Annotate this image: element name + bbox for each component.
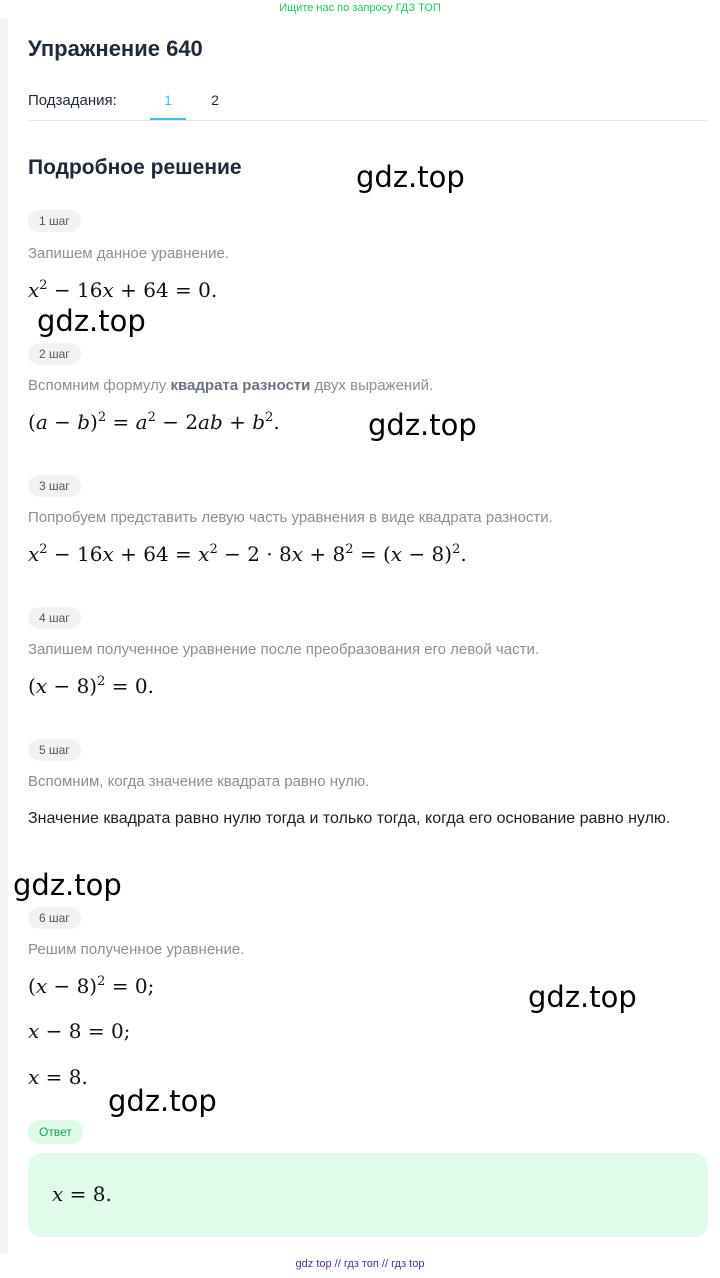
left-panel-edge <box>0 18 8 1254</box>
step-badge: 6 шаг <box>28 907 81 929</box>
subtasks-bar <box>28 88 708 121</box>
answer-box <box>28 1153 708 1237</box>
step-hint <box>28 377 433 394</box>
step-badge: 2 шаг <box>28 343 81 365</box>
tab-subtask-1[interactable]: 1 <box>150 92 186 120</box>
step-formula: $x^2 - 16x + 64 = 0$. <box>28 278 218 302</box>
step-formula: $(a - b)^2 = a^2 - 2ab + b^2$. <box>28 410 280 434</box>
watermark: gdz.top <box>528 980 637 1014</box>
step-badge: 1 шаг <box>28 210 81 232</box>
hint-bold-text: квадрата разности <box>170 377 311 394</box>
step-formula: $x^2 - 16x + 64 = x^2 - 2 \cdot 8x + 8^2 = (x - 8)^2$. <box>28 542 467 566</box>
page-title: Упражнение 640 <box>28 36 203 61</box>
step-hint: Запишем полученное уравнение после преобразования его левой части. <box>28 641 539 658</box>
watermark: gdz.top <box>108 1084 217 1118</box>
step-formula: x = 8. <box>28 1065 88 1089</box>
watermark: gdz.top <box>356 160 465 194</box>
step-badge: 5 шаг <box>28 739 81 761</box>
hint-text: двух выражений. <box>310 377 434 394</box>
watermark: gdz.top <box>37 304 146 338</box>
step-formula: $(x - 8)^2 = 0$. <box>28 674 154 698</box>
tab-subtask-2[interactable]: 2 <box>211 92 219 108</box>
step-hint: Запишем данное уравнение. <box>28 245 230 262</box>
step-hint: Решим полученное уравнение. <box>28 941 245 958</box>
step-badge: 3 шаг <box>28 475 81 497</box>
step-hint: Попробуем представить левую часть уравнения в виде квадрата разности. <box>28 509 553 526</box>
step-formula: $(x - 8)^2 = 0$; <box>28 974 155 998</box>
top-banner: Ищите нас по запросу ГДЗ ТОП <box>279 2 441 14</box>
answer-formula: x = 8. <box>52 1182 112 1206</box>
step-explanation: Значение квадрата равно нулю тогда и только тогда, когда его основание равно нулю. <box>28 810 671 827</box>
footer-links[interactable]: gdz top // гдз топ // гдз top <box>295 1258 425 1270</box>
step-hint: Вспомним, когда значение квадрата равно нулю. <box>28 773 370 790</box>
section-title: Подробное решение <box>28 156 242 179</box>
answer-badge: Ответ <box>28 1120 83 1144</box>
step-formula: x − 8 = 0; <box>28 1019 131 1043</box>
watermark: gdz.top <box>13 868 122 902</box>
subtasks-label: Подзадания: <box>28 92 117 109</box>
step-badge: 4 шаг <box>28 607 81 629</box>
watermark: gdz.top <box>368 408 477 442</box>
hint-text: Вспомним формулу <box>28 377 171 394</box>
